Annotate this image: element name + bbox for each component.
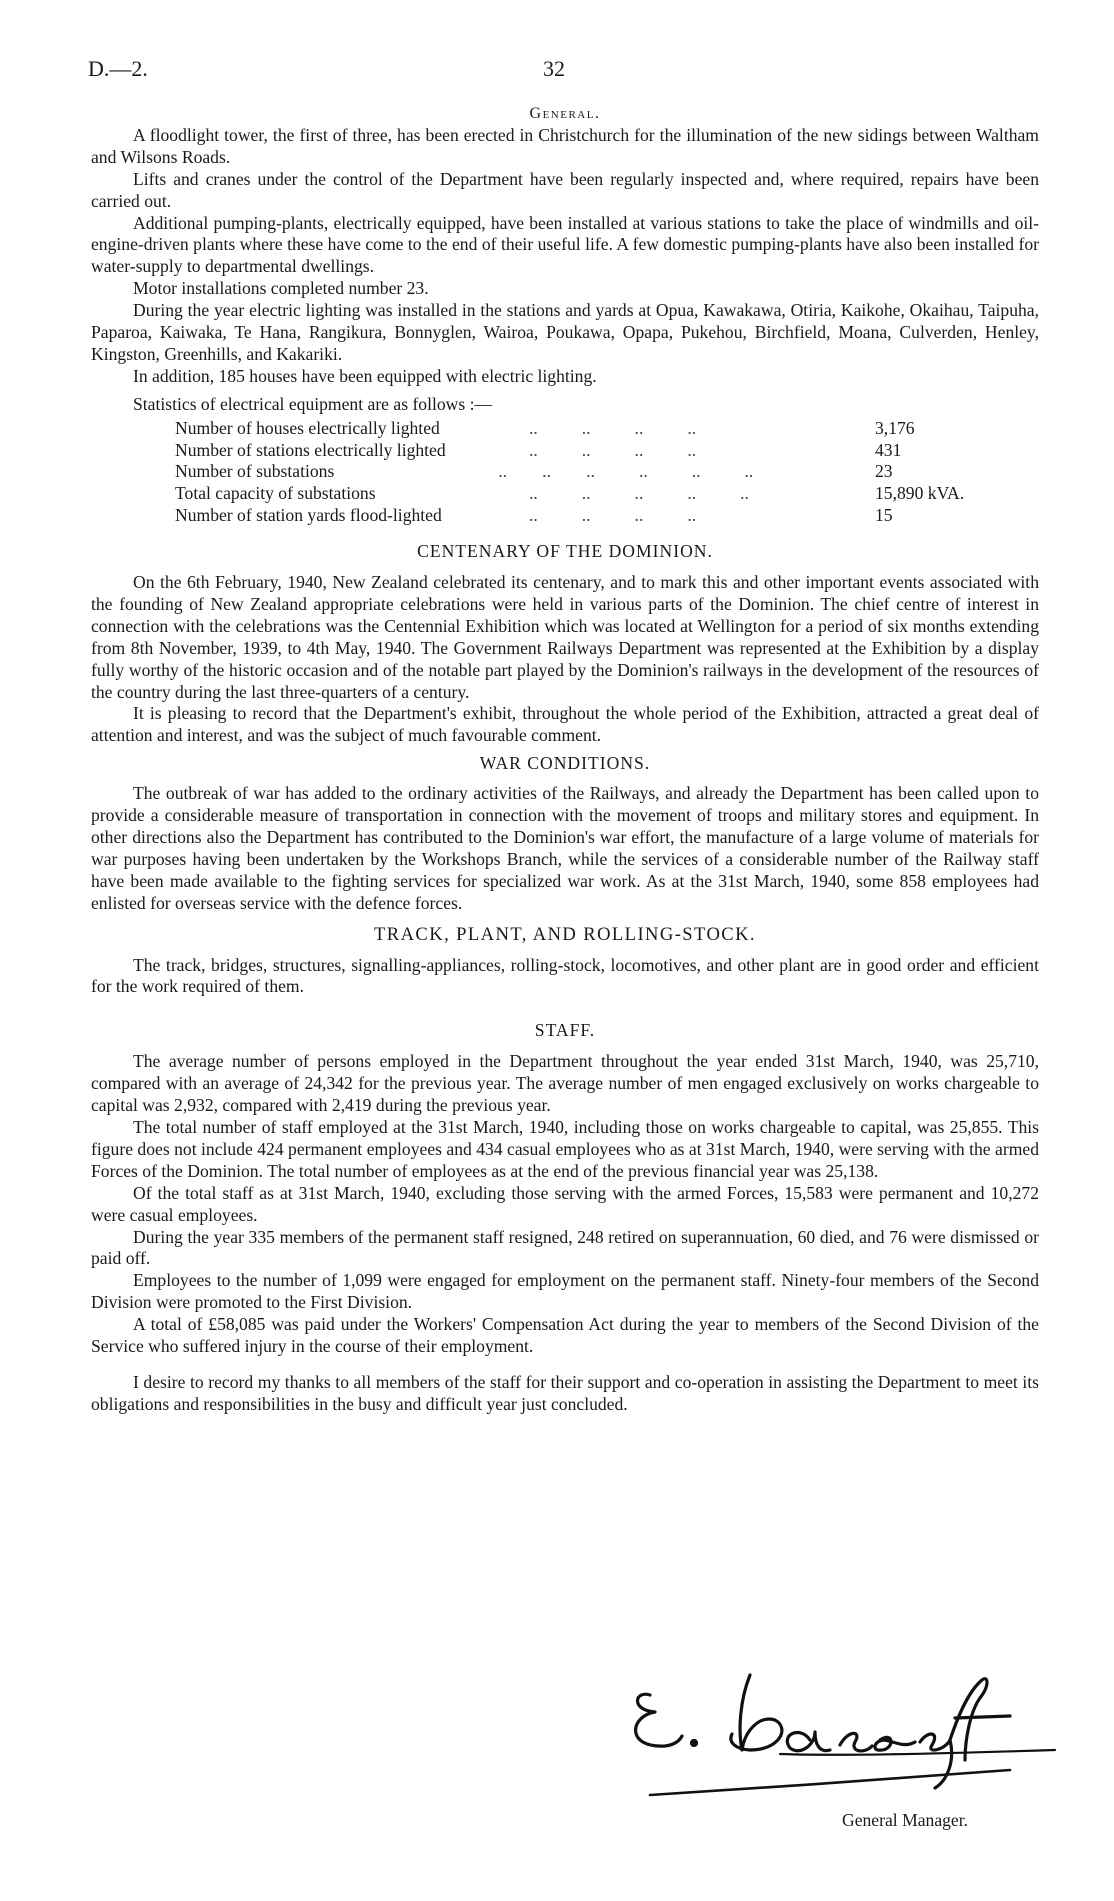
paragraph: It is pleasing to record that the Department's exhibit, throughout the whole period of the Exhibition, attracted a great deal of attention and interest, and was the subject of much favourable comment. [91, 703, 1039, 746]
paragraph: During the year 335 members of the permanent staff resigned, 248 retired on superannuation, 60 died, and 76 were dismissed or paid off. [91, 1226, 1039, 1269]
stat-value: 3,176 [875, 417, 915, 438]
section-title-war: WAR CONDITIONS. [479, 753, 651, 774]
paragraph: Of the total staff as at 31st March, 1940, excluding those serving with the armed Forces, 15,583 were permanent and 10,272 were casual employees. [91, 1182, 1039, 1225]
paragraph: During the year electric lighting was installed in the stations and yards at Opua, Kawakawa, Otiria, Kaikohe, Okaihau, Taipuha, Paparoa, Kaiwaka, Te Hana, Rangikura, Bonnyglen, Wairoa, Poukawa, Opapa, Pukehou, Birchfield, Moana, Culverden, Henley, Kingston, Greenhills, and Kakariki. [91, 300, 1039, 364]
paragraph: The total number of staff employed at the 31st March, 1940, including those on works chargeable to capital, was 25,855. This figure does not include 424 permanent employees and 434 casual employees who as at 31st March, 1940, were serving with the armed Forces of the Dominion. The total number of employees as at the end of the previous financial year was 25,138. [91, 1116, 1039, 1181]
paragraph: A total of £58,085 was paid under the Workers' Compensation Act during the year to members of the Second Division of the Service who suffered injury in the course of their employment. [91, 1314, 1039, 1357]
stat-leader: .. .. .. .. [485, 417, 697, 438]
section-title-track: TRACK, PLANT, AND ROLLING-STOCK. [374, 923, 756, 945]
stat-row [175, 483, 1015, 505]
section-title-staff: STAFF. [534, 1020, 596, 1041]
stat-label: Number of station yards flood-lighted [175, 505, 442, 526]
page-number: 32 [543, 56, 565, 81]
stat-value: 15,890 kVA. [875, 483, 965, 504]
handwritten-signature [610, 1650, 1060, 1810]
stats-intro: Statistics of electrical equipment are as follows :— [133, 393, 493, 414]
closing-paragraph: I desire to record my thanks to all members of the staff for their support and co-operation in assisting the Department to meet its obligations and responsibilities in the busy and difficult year just concluded. [91, 1371, 1039, 1414]
section-title-general: General. [529, 105, 601, 122]
document-body [91, 103, 1039, 1416]
section-title-centenary: CENTENARY OF THE DOMINION. [417, 541, 713, 562]
stat-row [175, 440, 1015, 462]
stat-label: Number of substations [175, 461, 335, 482]
stat-row [175, 461, 1015, 483]
stat-leader: .. .. .. .. [485, 439, 697, 460]
stats-table [175, 418, 1015, 527]
document-reference: D.—2. [88, 56, 148, 81]
paragraph: In addition, 185 houses have been equipped with electric lighting. [133, 365, 597, 386]
paragraph: The average number of persons employed in the Department throughout the year ended 31st March, 1940, was 25,710, compared with an average of 24,342 for the previous year. The average number of men engaged exclusively on works chargeable to capital was 2,932, compared with 2,419 during the previous year. [91, 1051, 1039, 1116]
paragraph: The outbreak of war has added to the ordinary activities of the Railways, and already the Department has been called upon to provide a considerable measure of transportation in connection with the movement of troops and military stores and equipment. In other directions also the Department has contributed to the Dominion's war effort, the manufacture of a large volume of materials for war purposes having been undertaken by the Workshops Branch, while the services of a considerable number of the Railway staff have been made available to the fighting services for specialized war work. As at the 31st March, 1940, some 858 employees had enlisted for overseas service with the defence forces. [91, 783, 1039, 913]
stat-label: Number of stations electrically lighted [175, 439, 446, 460]
paragraph: A floodlight tower, the first of three, has been erected in Christchurch for the illumination of the new sidings between Waltham and Wilsons Roads. [91, 124, 1039, 167]
stat-leader: .. .. .. .. .. [485, 483, 749, 504]
stat-row [175, 418, 1015, 440]
stat-value: 15 [875, 505, 893, 526]
stat-row [175, 505, 1015, 527]
paragraph: Motor installations completed number 23. [133, 278, 429, 299]
paragraph: Additional pumping-plants, electrically equipped, have been installed at various stations to take the place of windmills and oil-engine-driven plants where these have come to the end of their useful life. A few domestic pumping-plants have also been installed for water-supply to departmental dwellings. [91, 212, 1039, 277]
paragraph: Employees to the number of 1,099 were engaged for employment on the permanent staff. Ninety-four members of the Second Division were promoted to the First Division. [91, 1270, 1039, 1313]
stat-leader: .. .. .. .. .. .. [485, 461, 754, 482]
stat-label: Number of houses electrically lighted [175, 417, 440, 438]
stat-label: Total capacity of substations [175, 483, 376, 504]
stat-value: 431 [875, 439, 902, 460]
stat-leader: .. .. .. .. [485, 505, 697, 526]
stat-value: 23 [875, 461, 893, 482]
paragraph: The track, bridges, structures, signalling-appliances, rolling-stock, locomotives, and other plant are in good order and efficient for the work required of them. [91, 954, 1039, 997]
paragraph: Lifts and cranes under the control of the Department have been regularly inspected and, where required, repairs have been carried out. [91, 168, 1039, 211]
paragraph: On the 6th February, 1940, New Zealand celebrated its centenary, and to mark this and other important events associated with the founding of New Zealand appropriate celebrations were held in various parts of the Dominion. The chief centre of interest in connection with the celebrations was the Centennial Exhibition which was located at Wellington for a period of six months extending from 8th November, 1939, to 4th May, 1940. The Government Railways Department was represented at the Exhibition by a display fully worthy of the historic occasion and of the notable part played by the Dominion's railways in the development of the resources of the country during the last three-quarters of a century. [91, 572, 1039, 702]
signatory-title: General Manager. [842, 1810, 969, 1830]
